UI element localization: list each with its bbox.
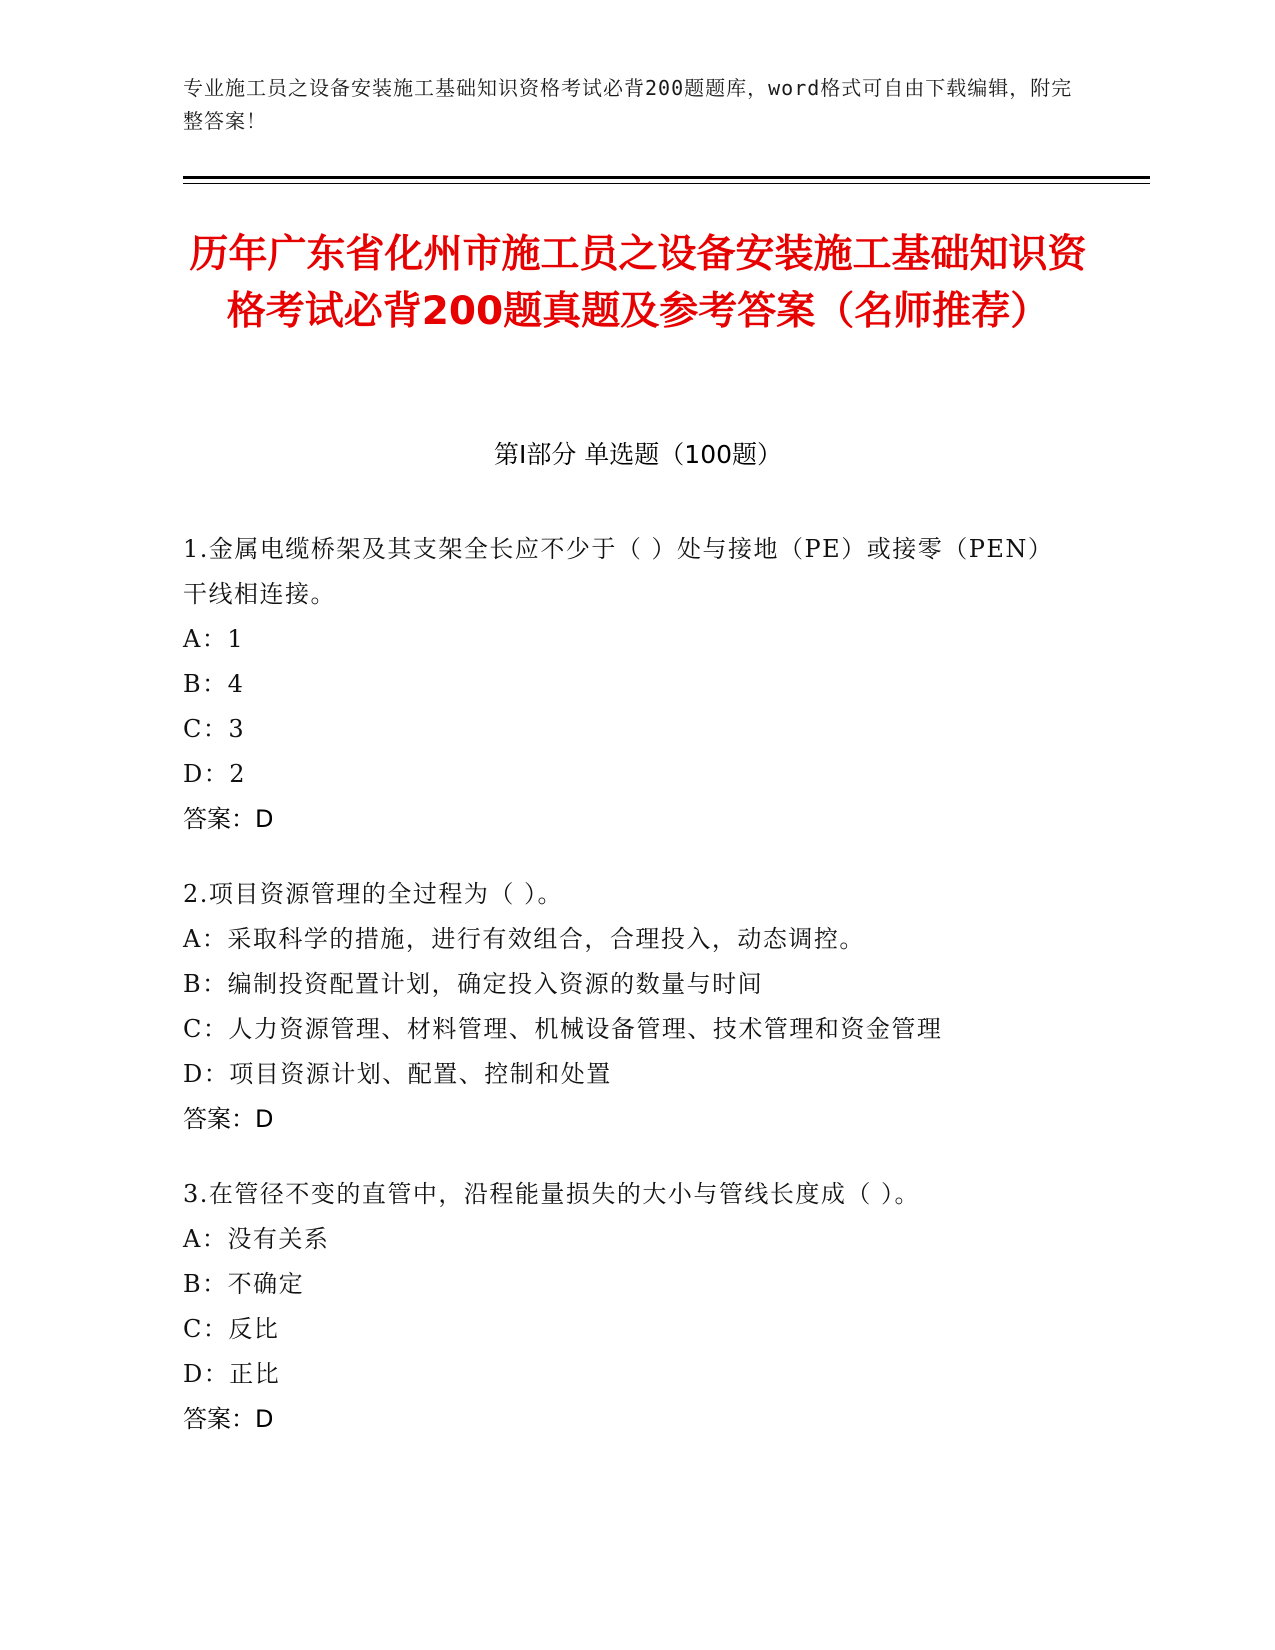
answer-value: D xyxy=(255,1405,274,1433)
question-item xyxy=(183,527,1063,842)
option-a xyxy=(183,617,1063,662)
answer-label: 答案： xyxy=(183,1105,255,1133)
option-a xyxy=(183,1217,1063,1262)
option-b xyxy=(183,962,1063,1007)
answer-label: 答案： xyxy=(183,805,255,833)
option-letter: A： xyxy=(183,625,228,653)
option-text: 2 xyxy=(229,760,247,788)
option-letter: D： xyxy=(183,1060,230,1088)
option-letter: A： xyxy=(183,925,228,953)
option-a xyxy=(183,917,1063,962)
question-item xyxy=(183,872,1063,1142)
option-text: 正比 xyxy=(229,1360,281,1388)
option-letter: A： xyxy=(183,1225,228,1253)
question-stem: 3.在管径不变的直管中，沿程能量损失的大小与管线长度成（ ）。 xyxy=(183,1180,921,1208)
section-heading: 第Ⅰ部分 单选题（100题） xyxy=(493,440,783,469)
option-letter: C： xyxy=(183,1315,229,1343)
option-letter: B： xyxy=(183,670,228,698)
option-letter: C： xyxy=(183,1015,229,1043)
option-text: 3 xyxy=(228,715,246,743)
option-b xyxy=(183,662,1063,707)
option-text: 4 xyxy=(227,670,245,698)
answer-line xyxy=(183,1097,1063,1142)
option-c xyxy=(183,1307,1063,1352)
question-stem: 1.金属电缆桥架及其支架全长应不少于（ ）处与接地（PE）或接零（PEN）干线相连接。 xyxy=(183,535,1054,608)
option-d xyxy=(183,752,1063,797)
option-text: 没有关系 xyxy=(227,1225,330,1253)
question-list xyxy=(183,527,1063,1472)
option-d xyxy=(183,1352,1063,1397)
option-d xyxy=(183,1052,1063,1097)
question-item xyxy=(183,1172,1063,1442)
answer-line xyxy=(183,797,1063,842)
option-c xyxy=(183,1007,1063,1052)
option-letter: D： xyxy=(183,1360,230,1388)
option-text: 1 xyxy=(227,625,245,653)
answer-label: 答案： xyxy=(183,1405,255,1433)
option-text: 不确定 xyxy=(227,1270,305,1298)
header-note: 专业施工员之设备安装施工基础知识资格考试必背200题题库，word格式可自由下载编辑，附完整答案！ xyxy=(183,76,1073,133)
option-text: 人力资源管理、材料管理、机械设备管理、技术管理和资金管理 xyxy=(228,1015,943,1043)
answer-value: D xyxy=(255,805,274,833)
option-letter: B： xyxy=(183,1270,228,1298)
header-divider-thick xyxy=(183,176,1150,179)
document-title: 历年广东省化州市施工员之设备安装施工基础知识资格考试必背200题真题及参考答案（名师推荐） xyxy=(189,232,1087,334)
option-text: 反比 xyxy=(228,1315,280,1343)
answer-line xyxy=(183,1397,1063,1442)
answer-value: D xyxy=(255,1105,274,1133)
option-c xyxy=(183,707,1063,752)
option-letter: B： xyxy=(183,970,228,998)
option-letter: D： xyxy=(183,760,230,788)
option-text: 采取科学的措施，进行有效组合，合理投入，动态调控。 xyxy=(227,925,865,953)
header-divider-thin xyxy=(183,183,1150,184)
option-letter: C： xyxy=(183,715,229,743)
question-stem: 2.项目资源管理的全过程为（ ）。 xyxy=(183,880,564,908)
option-text: 编制投资配置计划，确定投入资源的数量与时间 xyxy=(227,970,764,998)
option-b xyxy=(183,1262,1063,1307)
option-text: 项目资源计划、配置、控制和处置 xyxy=(229,1060,612,1088)
